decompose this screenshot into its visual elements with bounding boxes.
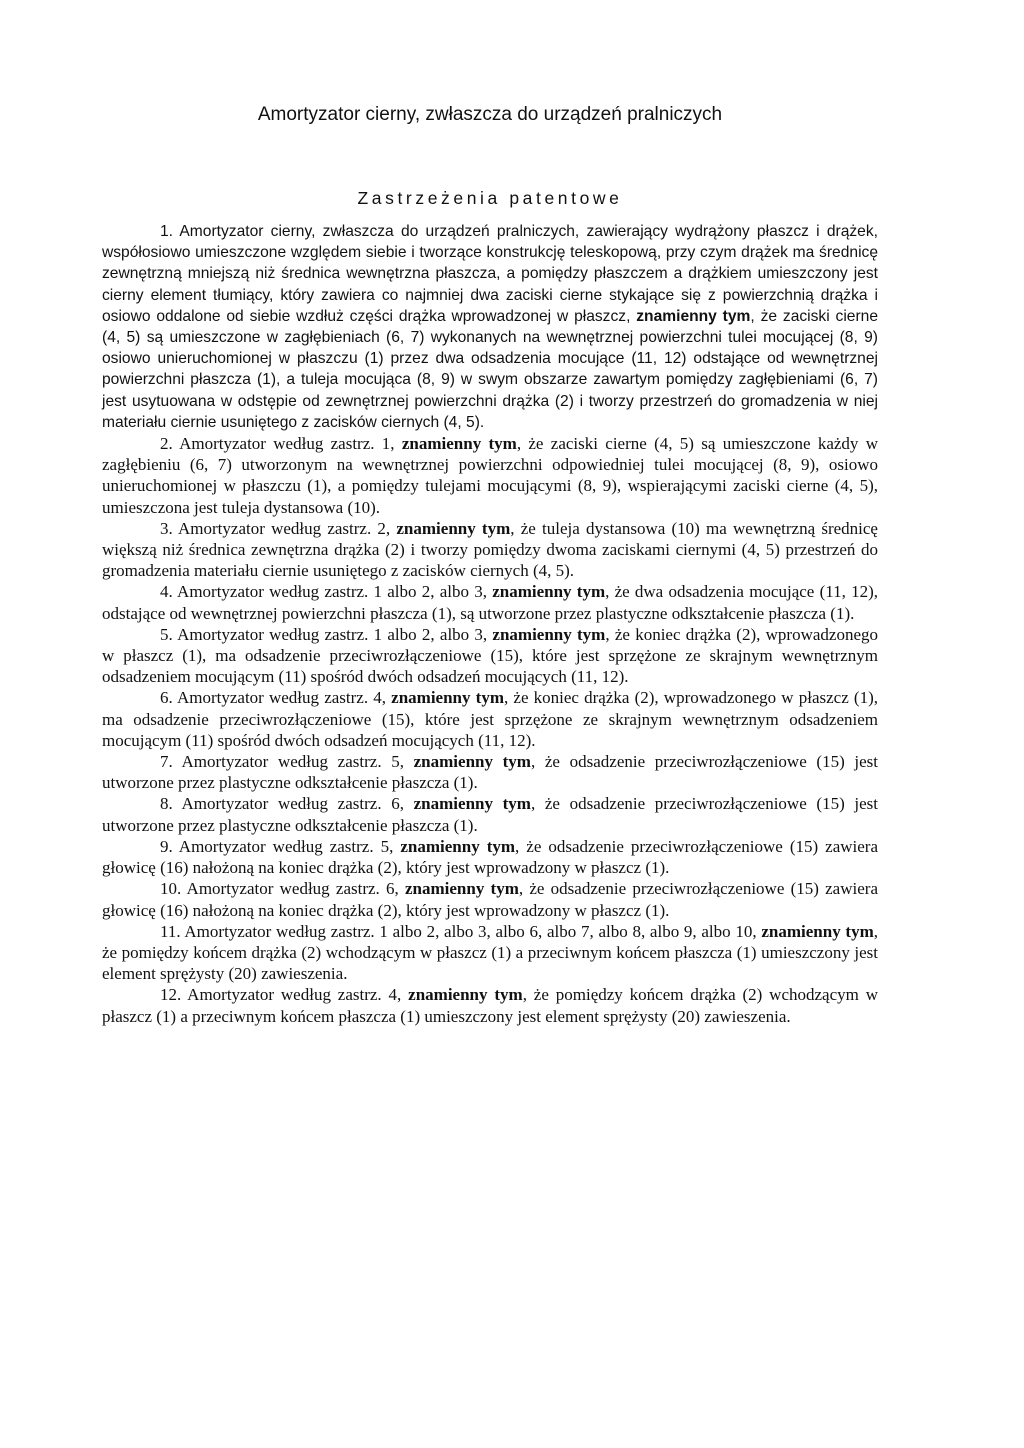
claim-number: 3.: [160, 518, 173, 538]
claim-text: Amortyzator według zastrz. 1 albo 2, albo 3, albo 6, albo 7, albo 8, albo 9, albo 10,: [180, 921, 762, 941]
claim-keyword: znamienny tym: [401, 434, 517, 454]
claim-keyword: znamienny tym: [761, 921, 874, 941]
claim-text: Amortyzator cierny, zwłaszcza do urządzeń pralniczych, zawierający wydrążony płaszcz i drążek, współosiowo umieszczone względem siebie i tworzące konstrukcję teleskopową, przy czym drążek ma średnicę zewnętrzną mniejszą niż średnica wewnętrzna płaszcza, a pomiędzy płaszczem a drążkiem umieszczony jest cierny element tłumiący, który zawiera co najmniej dwa zaciski cierne stykające się z powierzchnią drążka i osiowo oddalone od siebie wzdłuż części drążka wprowadzonej w płaszcz,: [102, 223, 878, 325]
claim-text: , że zaciski cierne (4, 5) są umieszczone każdy w zagłębieniu (6, 7) utworzonym na wewnętrznej powierzchni odpowiedniej tulei mocującej (8, 9), osiowo unieruchomionej w płaszczu (1), a pomiędzy tulejami mocującymi (8, 9), wspierającymi zaciski cierne (4, 5), umieszczona jest tuleja dystansowa (10).: [102, 434, 878, 517]
claim-text: , że odsadzenie przeciwrozłączeniowe (15) jest utworzone przez plastyczne odkształcenie płaszcza (1).: [102, 794, 878, 835]
claim-text: , że koniec drążka (2), wprowadzonego w płaszcz (1), ma odsadzenie przeciwrozłączeniowe (15), które jest sprzężone ze skrajnym wewnętrznym odsadzeniem mocującym (11) spośród dwóch odsadzeń mocujących (11, 12).: [102, 688, 878, 750]
claim-text: , że odsadzenie przeciwrozłączeniowe (15) zawiera głowicę (16) nałożoną na koniec drążka (2), który jest wprowadzony w płaszcz (1).: [102, 836, 879, 878]
claim-keyword: znamienny tym: [413, 794, 531, 814]
claim-text: Amortyzator według zastrz. 4,: [172, 688, 392, 708]
claim-text: Amortyzator według zastrz. 6,: [172, 794, 414, 814]
claim-keyword: znamienny tym: [636, 307, 751, 325]
claim-number: 5.: [160, 624, 173, 644]
claim-text: Amortyzator według zastrz. 1 albo 2, albo 3,: [172, 582, 493, 602]
claim-text: , że zaciski cierne (4, 5) są umieszczone w zagłębieniach (6, 7) wykonanych na wewnętrznej powierzchni tulei mocującej (8, 9) osiowo unieruchomionej w płaszczu (1) przez dwa odsadzenia mocujące (11, 12) odstające od wewnętrznej powierzchni płaszcza (1), a tuleja mocująca (8, 9) w swym obszarze zawartym pomiędzy zagłębieniami (6, 7) jest usytuowana w odstępie od zewnętrznej powierzchni drążka (2) i tworzy przestrzeń do gromadzenia w niej materiału ciernie usuniętego z zacisków ciernych (4, 5).: [102, 307, 878, 431]
claim-keyword: znamienny tym: [413, 752, 531, 772]
claim-text: Amortyzator według zastrz. 5,: [172, 836, 401, 856]
claim-keyword: znamienny tym: [492, 624, 606, 644]
claim-number: 1.: [160, 223, 174, 240]
claim-number: 6.: [160, 688, 173, 708]
claim-text: Amortyzator według zastrz. 1 albo 2, albo 3,: [172, 624, 493, 644]
claim-text: , że dwa odsadzenia mocujące (11, 12), odstające od wewnętrznej powierzchni płaszcza (1), są utworzone przez plastyczne odkształcenie płaszcza (1).: [102, 582, 878, 623]
claim-12: [102, 984, 878, 1026]
claim-6: [102, 687, 878, 751]
claim-text: , że pomiędzy końcem drążka (2) wchodzącym w płaszcz (1) a przeciwnym końcem płaszcza (1) umieszczony jest element sprężysty (20) zawieszenia.: [102, 985, 878, 1026]
claim-keyword: znamienny tym: [400, 836, 516, 856]
claim-4: [102, 581, 878, 623]
claim-keyword: znamienny tym: [396, 518, 511, 538]
claim-text: , że odsadzenie przeciwrozłączeniowe (15) zawiera głowicę (16) nałożoną na koniec drążka (2), który jest wprowadzony w płaszcz (1).: [102, 879, 878, 920]
claim-number: 11.: [160, 921, 181, 941]
claim-number: 9.: [160, 836, 173, 856]
claim-text: , że pomiędzy końcem drążka (2) wchodzącym w płaszcz (1) a przeciwnym końcem płaszcza (1) umieszczony jest element sprężysty (20) zawieszenia.: [102, 921, 878, 984]
claim-text: Amortyzator według zastrz. 6,: [181, 879, 405, 899]
claim-text: Amortyzator według zastrz. 4,: [181, 985, 409, 1005]
claim-11: [102, 921, 878, 985]
claim-10: [102, 878, 878, 920]
claim-5: [102, 624, 878, 688]
claim-7: [102, 751, 878, 793]
claim-1: [102, 221, 878, 433]
claim-text: , że tuleja dystansowa (10) ma wewnętrzną średnicę większą niż średnica zewnętrzna drążka (2) i tworzy pomiędzy dwoma zaciskami ciernymi (4, 5) przestrzeń do gromadzenia materiału ciernie usuniętego z zacisków ciernych (4, 5).: [102, 518, 878, 581]
claim-keyword: znamienny tym: [408, 985, 523, 1005]
claim-text: , że odsadzenie przeciwrozłączeniowe (15) jest utworzone przez plastyczne odkształcenie płaszcza (1).: [102, 752, 878, 793]
claim-3: [102, 518, 878, 582]
claim-2: [102, 433, 878, 518]
document-title: Amortyzator cierny, zwłaszcza do urządzeń pralniczych: [257, 104, 723, 125]
section-title: Zastrzeżenia patentowe: [357, 188, 623, 208]
claim-keyword: znamienny tym: [391, 688, 504, 708]
claim-number: 4.: [160, 582, 173, 602]
document-page: [102, 96, 878, 1027]
claim-number: 10.: [160, 879, 182, 899]
claim-text: Amortyzator według zastrz. 1,: [172, 434, 402, 454]
claim-number: 12.: [160, 985, 182, 1005]
claims-list: [102, 221, 878, 1027]
claim-text: Amortyzator według zastrz. 2,: [172, 518, 397, 538]
claim-number: 7.: [160, 752, 173, 772]
claim-text: , że koniec drążka (2), wprowadzonego w płaszcz (1), ma odsadzenie przeciwrozłączeniowe (15), które jest sprzężone ze skrajnym wewnętrznym odsadzeniem mocującym (11) spośród dwóch odsadzeń mocujących (11, 12).: [102, 624, 878, 687]
claim-8: [102, 793, 878, 835]
claim-keyword: znamienny tym: [492, 582, 606, 602]
claim-9: [102, 836, 878, 878]
claim-text: Amortyzator według zastrz. 5,: [172, 752, 414, 772]
claim-number: 8.: [160, 794, 173, 814]
claim-keyword: znamienny tym: [404, 879, 519, 899]
claim-number: 2.: [160, 434, 173, 454]
